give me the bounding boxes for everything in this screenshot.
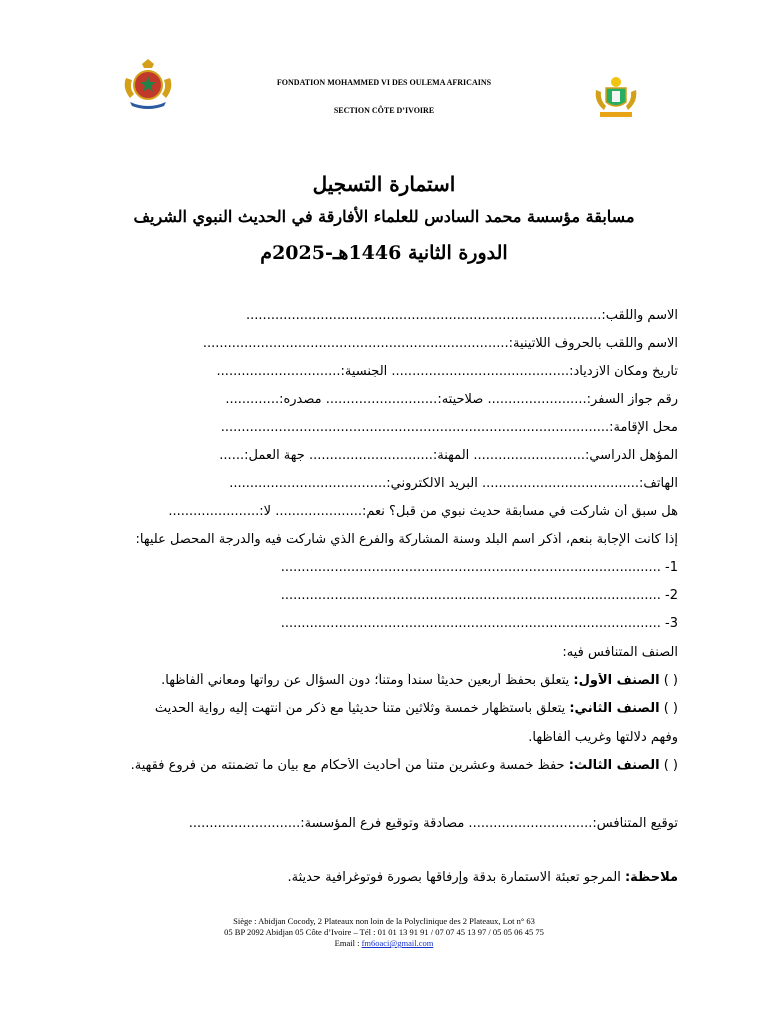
if-yes-instructions: إذا كانت الإجابة بنعم، أذكر اسم البلد وسنة المشاركة والفرع الذي شاركت فيه والدرجة المحصل عليها: bbox=[135, 532, 678, 547]
category-1-option[interactable] bbox=[78, 673, 678, 688]
note-label: ملاحظة: bbox=[624, 870, 678, 885]
category-3-option[interactable] bbox=[78, 758, 678, 773]
organization-section: SECTION CÔTE D’IVOIRE bbox=[333, 106, 435, 115]
form-title: استمارة التسجيل bbox=[312, 172, 456, 196]
field-passport[interactable]: رقم جواز السفر:........................ صلاحيته:........................... مصدره:............. bbox=[225, 392, 678, 407]
field-phone-email[interactable]: الهاتف:...................................... البريد الالكتروني:...................................... bbox=[229, 476, 678, 491]
category-2-checkbox[interactable]: ( ) bbox=[663, 701, 678, 716]
signature-line[interactable]: توقيع المتنافس:.............................. مصادقة وتوقيع فرع المؤسسة:........................... bbox=[188, 816, 678, 831]
participation-item-1[interactable]: 1- ............................................................................................ bbox=[280, 560, 678, 575]
note-text: المرجو تعبئة الاستمارة بدقة وإرفاقها بصورة فوتوغرافية حديثة. bbox=[287, 870, 621, 885]
category-2-label: الصنف الثاني: bbox=[569, 701, 660, 716]
category-label: الصنف المتنافس فيه: bbox=[562, 645, 678, 660]
category-1-text: يتعلق بحفظ أربعين حديثاً سنداً ومتناً؛ دون السؤال عن رواتها ومعاني ألفاظها. bbox=[161, 673, 570, 688]
competition-subtitle: مسابقة مؤسسة محمد السادس للعلماء الأفارقة في الحديث النبوي الشريف bbox=[133, 207, 635, 226]
footer-email-line bbox=[0, 938, 768, 949]
category-1-checkbox[interactable]: ( ) bbox=[663, 673, 678, 688]
category-3-text: حفظ خمسة وعشرين متناً من أحاديث الأحكام مع بيان ما تضمنته من فروع فقهية. bbox=[130, 758, 565, 773]
organization-name: FONDATION MOHAMMED VI DES OULEMA AFRICAINS bbox=[276, 78, 492, 87]
category-3-label: الصنف الثالث: bbox=[568, 758, 660, 773]
footer-address bbox=[0, 916, 768, 949]
category-3-checkbox[interactable]: ( ) bbox=[663, 758, 678, 773]
participation-item-3[interactable]: 3- ............................................................................................ bbox=[280, 616, 678, 631]
category-1-label: الصنف الأول: bbox=[573, 673, 660, 688]
footer-address-line-2: 05 BP 2092 Abidjan 05 Côte d’Ivoire – Tél : 01 01 13 91 91 / 07 07 45 13 97 / 05 05 06 45 75 bbox=[224, 927, 544, 937]
category-2-continuation: وفهم دلالتها وغريب ألفاظها. bbox=[528, 730, 678, 745]
participation-item-2[interactable]: 2- ............................................................................................ bbox=[280, 588, 678, 603]
footer-email-label: Email : bbox=[334, 938, 360, 948]
note bbox=[78, 870, 678, 885]
field-name-latin[interactable]: الاسم واللقب بالحروف اللاتينية:.......................................................................... bbox=[202, 336, 678, 351]
field-name[interactable]: الاسم واللقب:...................................................................................... bbox=[246, 308, 678, 323]
category-2-option[interactable] bbox=[78, 701, 678, 716]
field-qualification[interactable]: المؤهل الدراسي:........................... المهنة:.............................. جهة العمل:...... bbox=[219, 448, 678, 463]
field-previous-participation[interactable]: هل سبق أن شاركت في مسابقة حديث نبوي من قبل؟ نعم:..................... لا:...................... bbox=[168, 504, 678, 519]
edition-line: الدورة الثانية 1446هـ-2025م bbox=[260, 242, 508, 264]
footer-address-line-1: Siège : Abidjan Cocody, 2 Plateaux non loin de la Polyclinique des 2 Plateaux, Lot n° 63 bbox=[233, 916, 535, 926]
field-residence[interactable]: محل الإقامة:.............................................................................................. bbox=[220, 420, 678, 435]
category-2-text: يتعلق باستظهار خمسة وثلاثين متناً حديثياً مع ذكر من انتهت إليه رواية الحديث bbox=[154, 701, 566, 716]
footer-email-link[interactable]: fm6oaci@gmail.com bbox=[361, 938, 434, 948]
field-birth-nationality[interactable]: تاريخ ومكان الازدياد:........................................... الجنسية:.............................. bbox=[216, 364, 678, 379]
